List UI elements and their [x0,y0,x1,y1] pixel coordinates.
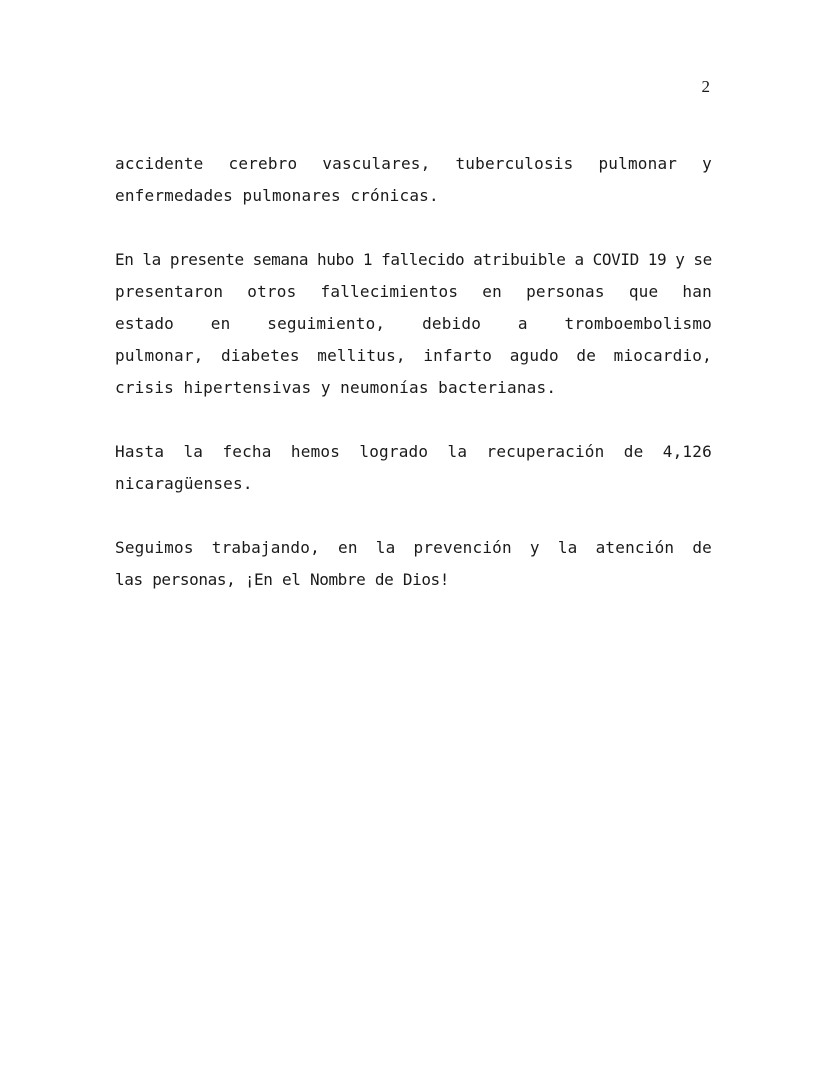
word: crisis [115,378,174,397]
text-line [115,532,712,564]
word: Dios! [402,570,450,589]
word: fallecimientos [320,282,459,301]
word: fallecido [381,250,465,269]
word: Seguimos [115,538,194,557]
word: ¡En [244,570,273,589]
paragraph [115,148,712,212]
word: atribuible [473,250,566,269]
text-line [115,148,712,180]
word: y [529,538,540,557]
word: logrado [359,442,429,461]
word: tuberculosis [455,154,574,173]
word: mellitus, [317,346,406,365]
word: en [482,282,502,301]
word: de [576,346,597,365]
text-line [115,436,712,468]
word: 1 [362,250,373,269]
text-line [115,308,712,340]
word: enfermedades [115,186,233,205]
word: pulmonares [242,186,341,205]
word: seguimiento, [267,314,386,333]
text-line [115,180,712,212]
document-body [115,148,712,628]
word: recuperación [486,442,605,461]
word: las [115,570,143,589]
word: accidente [115,154,204,173]
word: trabajando, [211,538,320,557]
word: se [693,250,712,269]
paragraph [115,244,712,404]
word: atención [595,538,675,557]
word: el [282,570,301,589]
word: otros [247,282,297,301]
word: neumonías [340,378,429,397]
word: y [702,154,712,173]
word: crónicas. [350,186,439,205]
text-line [115,276,712,308]
word: COVID [592,250,639,269]
word: que [628,282,659,301]
word: presentaron [115,282,224,301]
word: en [338,538,358,557]
word: infarto [423,346,493,365]
word: pulmonar, [115,346,204,365]
word: hipertensivas [183,378,312,397]
word: nicaragüenses. [115,474,253,493]
word: a [574,250,584,269]
word: bacterianas. [438,378,557,397]
word: tromboembolismo [564,314,712,333]
word: miocardio, [613,346,712,365]
word: fecha [222,442,272,461]
word: Hasta [115,442,165,461]
text-line [115,340,712,372]
word: en [210,314,231,333]
text-line [115,372,712,404]
word: y [320,378,331,397]
word: la [142,250,161,269]
word: pulmonar [598,154,678,173]
word: de [374,570,394,589]
word: semana [252,250,309,269]
word: y [675,250,685,269]
word: presente [169,250,244,269]
word: prevención [413,538,512,557]
word: a [517,314,528,333]
page-number: 2 [701,77,710,96]
word: 4,126 [662,442,712,461]
word: la [447,442,468,461]
word: cerebro [228,154,298,173]
word: la [557,538,578,557]
text-line [115,244,712,276]
word: En [115,250,134,269]
paragraph [115,532,712,596]
word: han [682,282,712,301]
word: estado [115,314,174,333]
word: diabetes [221,346,300,365]
word: hubo [317,250,354,269]
word: personas [526,282,605,301]
word: de [692,538,712,557]
word: 19 [647,250,667,269]
text-line [115,468,712,500]
word: debido [422,314,482,333]
paragraph [115,436,712,500]
text-line [115,564,712,596]
word: vasculares, [322,154,431,173]
word: la [375,538,396,557]
word: personas, [152,570,236,589]
word: Nombre [309,570,366,589]
word: agudo [509,346,559,365]
word: la [183,442,204,461]
word: de [623,442,644,461]
word: hemos [290,442,341,461]
